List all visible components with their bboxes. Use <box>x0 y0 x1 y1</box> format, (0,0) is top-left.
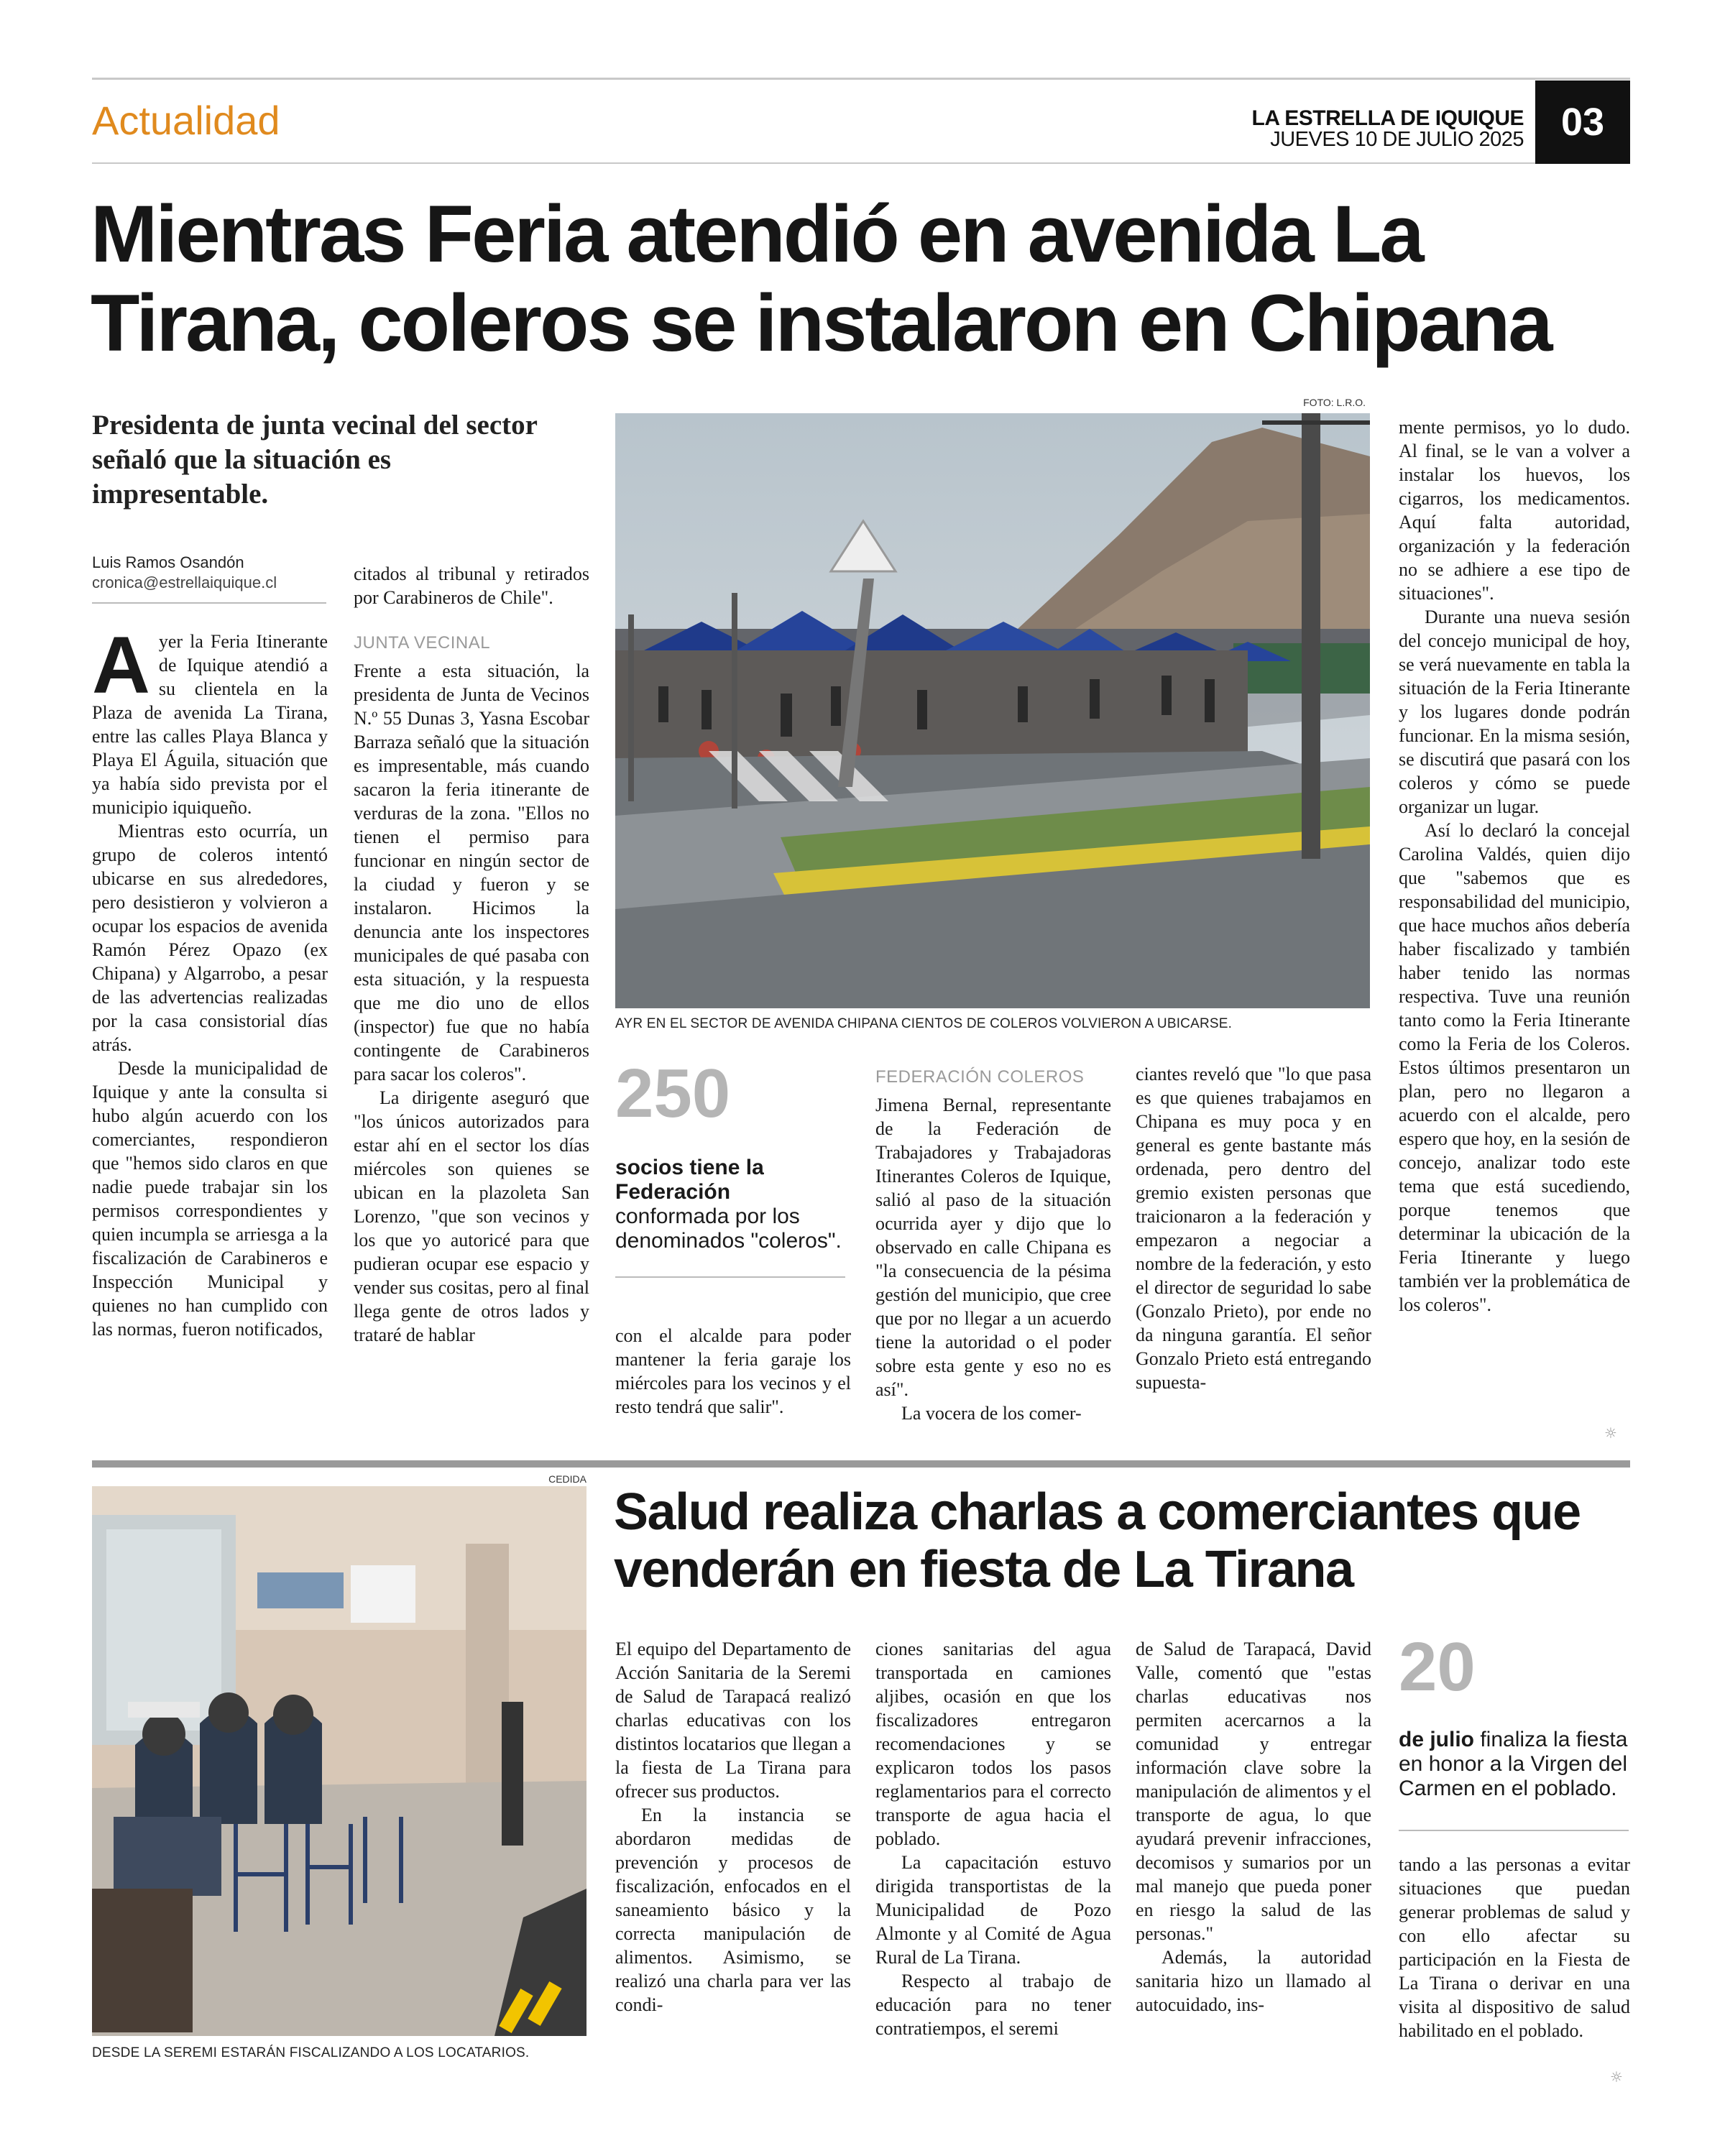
article1-paragraph: La dirigente aseguró que "los únicos autorizados para estar ahí en el sector los días miércoles son quienes se ubican en la plazoleta San Lorenzo, "que son vecinos y los que yo autoricé para que pudieran ocupar ese espacio y vender sus cositas, pero al final llega gente de otros lados y trataré de hablar <box>354 1087 589 1345</box>
photo1-credit: FOTO: L.R.O. <box>1303 397 1366 408</box>
stat-number-250: 250 <box>615 1055 731 1132</box>
newspaper-name: LA ESTRELLA DE IQUIQUE <box>1251 106 1524 130</box>
article1-column-6 <box>1399 415 1630 1317</box>
article2-paragraph: El equipo del Departamento de Acción Sanitaria de la Seremi de Salud de Tarapacá realizó charlas educativas con los distintos locatarios que llegan a la fiesta de La Tirana para ofrecer sus productos. <box>615 1639 851 1802</box>
article2-paragraph: En la instancia se abordaron medidas de prevención y procesos de fiscalización, enfocados en el saneamiento básico y la correcta manipulación de alimentos. Asimismo, se realizó una charla para ver las condi- <box>615 1805 851 2015</box>
article-divider <box>92 1460 1630 1468</box>
subhead-federacion-coleros: FEDERACIÓN COLEROS <box>875 1067 1085 1087</box>
photo2-caption: DESDE LA SEREMI ESTARÁN FISCALIZANDO A LOS LOCATARIOS. <box>92 2045 530 2060</box>
page-number: 03 <box>1560 101 1605 144</box>
article1-column-1 <box>92 620 328 1341</box>
stat-250-description <box>615 1156 845 1253</box>
photo-street-market <box>615 413 1370 1008</box>
stat-20-bold: de julio <box>1399 1728 1474 1751</box>
header-bottom-rule <box>92 162 1535 164</box>
article2-paragraph: de Salud de Tarapacá, David Valle, comentó que "estas charlas educativas nos permiten acercarnos a la comunidad y entregar información clave sobre la manipulación de alimentos y el transporte de agua, lo que ayudará prevenir infracciones, decomisos y sumarios por un mal manejo que pueda poner en riesgo la salud de las personas." <box>1136 1639 1371 1944</box>
photo1-caption: AYR EN EL SECTOR DE AVENIDA CHIPANA CIENTOS DE COLEROS VOLVIERON A UBICARSE. <box>615 1016 1233 1031</box>
article2-headline: Salud realiza charlas a comerciantes que venderán en fiesta de La Tirana <box>614 1483 1581 1598</box>
article1-paragraph: con el alcalde para poder mantener la feria garaje los miércoles para los vecinos y el resto tendrá que salir". <box>615 1325 851 1417</box>
article1-paragraph: Jimena Bernal, representante de la Federación de Trabajadores y Trabajadoras Itinerantes Coleros de Iquique, salió al paso de la situación ocurrida ayer y dijo que lo observado en calle Chipana es "la consecuencia de la pésima gestión del municipio, que cree que por no llegar a un acuerdo tiene la autoridad o el poder sobre esta gente y eso no es así". <box>875 1095 1111 1400</box>
end-mark-icon: ☼ <box>1610 2068 1623 2086</box>
byline-email: cronica@estrellaiquique.cl <box>92 573 277 591</box>
stat-number-20: 20 <box>1399 1628 1476 1705</box>
article2-paragraph: La capacitación estuvo dirigida transportistas de la Municipalidad de Pozo Almonte y al Comité de Agua Rural de La Tirana. <box>875 1852 1111 1968</box>
article1-paragraph: ciantes reveló que "lo que pasa es que quienes trabajamos en Chipana es muy poca y en general es gente bastante más ordenada, pero dentro del gremio existen personas que traicionaron a la federación y empezaron a negociar a nombre de la federación, y esto el director de seguridad lo sabe (Gonzalo Prieto), por ende no da ninguna garantía. El señor Gonzalo Prieto está entregando supuesta- <box>1136 1064 1371 1393</box>
dropcap-letter: A <box>92 620 150 710</box>
article1-paragraph: Mientras esto ocurría, un grupo de coleros intentó ubicarse en sus alrededores, pero desistieron y volvieron a ocupar los espacios de avenida Ramón Pérez Opazo (ex Chipana) y Algarrobo, a pesar de las advertencias realizadas por la casa consistorial días atrás. <box>92 821 328 1055</box>
article2-paragraph: ciones sanitarias del agua transportada en camiones aljibes, ocasión en que los fiscalizadores entregaron recomendaciones y se explicaron todos los pasos reglamentarios para el correcto transporte de agua hacia el poblado. <box>875 1639 1111 1849</box>
article2-paragraph: tando a las personas a evitar situaciones que puedan generar problemas de salud y con ello afectar su participación en la Fiesta de La Tirana o derivar en una visita al dispositivo de salud habilitado en el poblado. <box>1399 1854 1630 2041</box>
article1-paragraph: mente permisos, yo lo dudo. Al final, se le van a volver a instalar los huevos, los cigarros, los medicamentos. Aquí falta autoridad, organización y la federación no se adhiere a ese tipo de situaciones". <box>1399 417 1630 604</box>
section-label: Actualidad <box>92 98 280 143</box>
article1-paragraph: Frente a esta situación, la presidenta de Junta de Vecinos N.º 55 Dunas 3, Yasna Escobar Barraza señaló que la situación es impresentable, más cuando sacaron la feria itinerante de verduras de la zona. "Ellos no tienen el permiso para funcionar en ningún sector de la ciudad y fueron y se instalaron. Hicimos la denuncia ante los inspectores municipales de qué pasaba con esta situación, y la respuesta que me dio uno de ellos (inspector) fue que no había contingente de Carabineros para sacar los coleros". <box>354 660 589 1084</box>
article1-paragraph: Desde la municipalidad de Iquique y ante la consulta si hubo algún acuerdo con los comerciantes, respondieron que "hemos sido claros en que nadie puede trabajar sin los permisos correspondientes y quien incumpla se arriesga a la fiscalización de Carabineros e Inspección Municipal y quienes no han cumplido con las normas, fueron notificados, <box>92 1058 328 1340</box>
article1-column-5 <box>1136 1062 1371 1394</box>
subhead-junta-vecinal: JUNTA VECINAL <box>354 633 491 653</box>
article2-column-1 <box>615 1637 851 2017</box>
article2-paragraph: Además, la autoridad sanitaria hizo un llamado al autocuidado, ins- <box>1136 1947 1371 2015</box>
byline-rule <box>92 602 326 604</box>
photo2-credit: CEDIDA <box>548 1473 586 1485</box>
article1-paragraph: Así lo declaró la concejal Carolina Valdés, quien dijo que "sabemos que es responsabilidad del municipio, que hace muchos años debería haber fiscalizado y también haber tenido las normas respectiva. Tuve una reunión tanto como la Feria Itinerante como la Feria de los Coleros. Estos últimos presentaron un plan, pero no llegaron a acuerdo con el alcalde, pero espero que hoy, en la sesión de concejo, analizar todo este tema que está sucediendo, porque tenemos que determinar la ubicación de la Feria Itinerante y luego también ver la problemática de los coleros". <box>1399 820 1630 1315</box>
byline-author: Luis Ramos Osandón <box>92 553 244 571</box>
health-talk-illustration <box>92 1486 586 2036</box>
article1-headline: Mientras Feria atendió en avenida La Tirana, coleros se instalaron en Chipana <box>91 189 1551 368</box>
article2-column-2 <box>875 1637 1111 2040</box>
article1-paragraph: yer la Feria Itinerante de Iquique atendió a su clientela en la Plaza de avenida La Tirana, entre las calles Playa Blanca y Playa El Águila, situación que ya había sido prevista por el municipio iquiqueño. <box>92 631 328 818</box>
article2-column-4 <box>1399 1853 1630 2042</box>
article2-paragraph: Respecto al trabajo de educación para no tener contratiempos, el seremi <box>875 1971 1111 2039</box>
end-mark-icon: ☼ <box>1604 1424 1617 1442</box>
top-rule <box>92 78 1630 80</box>
article1-column-2 <box>354 562 589 1347</box>
article1-paragraph: Durante una nueva sesión del concejo municipal de hoy, se verá nuevamente en tabla la situación de la Feria Itinerante y los lugares donde podrán funcionar. En la misma sesión, se discutirá que pasará con los coleros y cómo se puede organizar un lugar. <box>1399 607 1630 817</box>
article1-paragraph: La vocera de los comer- <box>901 1403 1082 1424</box>
stat-250-rule <box>615 1276 845 1278</box>
photo-health-talk <box>92 1486 586 2036</box>
article1-column-3 <box>615 1324 851 1419</box>
stat-20-text: finaliza la fiesta en honor a la Virgen del Carmen en el poblado. <box>1399 1728 1628 1800</box>
article1-column-4 <box>875 1049 1111 1425</box>
street-market-illustration <box>615 413 1370 1008</box>
stat-20-description <box>1399 1728 1629 1801</box>
stat-250-text: conformada por los denominados "coleros". <box>615 1204 842 1253</box>
article2-column-3 <box>1136 1637 1371 2017</box>
stat-250-bold: socios tiene la Federación <box>615 1156 764 1204</box>
stat-20-rule <box>1399 1830 1629 1831</box>
issue-date: JUEVES 10 DE JULIO 2025 <box>1270 128 1524 151</box>
article1-paragraph: citados al tribunal y retirados por Carabineros de Chile". <box>354 563 589 608</box>
article1-lead: Presidenta de junta vecinal del sector señaló que la situación es impresentable. <box>92 410 538 510</box>
page-number-box <box>1535 80 1630 164</box>
